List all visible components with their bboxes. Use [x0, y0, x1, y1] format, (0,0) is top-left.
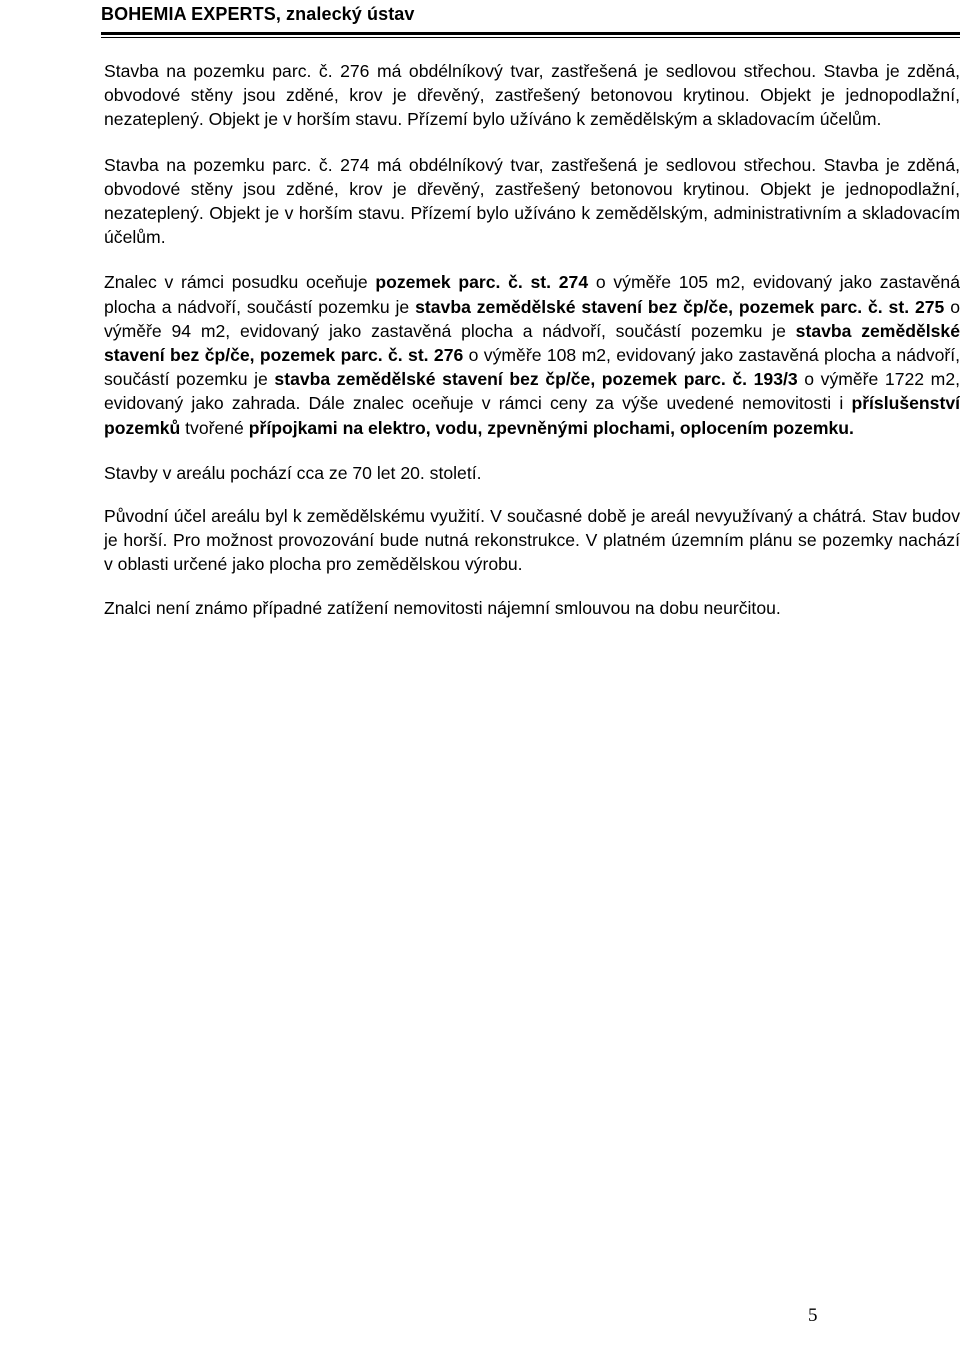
bold-run: pozemek parc. č. st. 274 — [375, 272, 589, 293]
text-run: o výměře 105 m2, evidovaný jako zastavěná plocha a nádvoří, součástí pozemku je — [104, 272, 960, 317]
bold-run: příslušenství pozemků — [104, 393, 960, 438]
paragraph-building-276: Stavba na pozemku parc. č. 276 má obdélníkový tvar, zastřešená je sedlovou střechou. Stavba je zděná, obvodové stěny jsou zděné, krov je dřevěný, zastřešený betonovou krytinou. Objekt je jednopodlažní, nezateplený. Objekt je v horším stavu. Přízemí bylo užíváno k zemědělským a skladovacím účelům. — [104, 61, 960, 130]
bold-run: stavba zemědělské stavení bez čp/če, pozemek parc. č. st. 276 — [104, 320, 960, 366]
text-run: o výměře 108 m2, evidovaný jako zastavěná plocha a nádvoří, součástí pozemku je — [104, 345, 960, 390]
text-run: Znalec v rámci posudku oceňuje — [104, 272, 376, 293]
bold-run: stavba zemědělské stavení bez čp/če, pozemek parc. č. st. 275 — [415, 296, 945, 317]
text-run: tvořené — [180, 417, 249, 438]
paragraph-original-purpose: Původní účel areálu byl k zemědělskému využití. V současné době je areál nevyužívaný a chátrá. Stav budov je horší. Pro možnost provozování bude nutná rekonstrukce. V platném územním plánu se pozemky nachází v oblasti určené jako plocha pro zemědělskou výrobu. — [104, 506, 960, 575]
document-body — [104, 59, 960, 641]
bold-run: přípojkami na elektro, vodu, zpevněnými plochami, oplocením pozemku. — [248, 417, 854, 438]
text-run: o výměře 94 m2, evidovaný jako zastavěná plocha a nádvoří, součástí pozemku je — [104, 296, 960, 341]
paragraph-construction-era: Stavby v areálu pochází cca ze 70 let 20. století. — [104, 462, 482, 483]
paragraph-building-274: Stavba na pozemku parc. č. 274 má obdélníkový tvar, zastřešená je sedlovou střechou. Stavba je zděná, obvodové stěny jsou zděné, krov je dřevěný, zastřešený betonovou krytinou. Objekt je jednopodlažní, nezateplený. Objekt je v horším stavu. Přízemí bylo užíváno k zemědělským, administrativním a skladovacím účelům. — [104, 154, 960, 248]
header-divider-thin — [101, 37, 960, 38]
header-divider-thick — [101, 32, 960, 35]
text-run: o výměře 1722 m2, evidovaný jako zahrada. Dále znalec oceňuje v rámci ceny za výše uvedené nemovitosti i — [104, 369, 960, 414]
page-number: 5 — [808, 1305, 818, 1326]
bold-run: stavba zemědělské stavení bez čp/če, pozemek parc. č. 193/3 — [274, 369, 798, 390]
paragraph-valuation-scope — [104, 270, 960, 439]
paragraph-encumbrance: Znalci není známo případné zatížení nemovitosti nájemní smlouvou na dobu neurčitou. — [104, 597, 781, 618]
document-header: BOHEMIA EXPERTS, znalecký ústav — [101, 4, 415, 24]
